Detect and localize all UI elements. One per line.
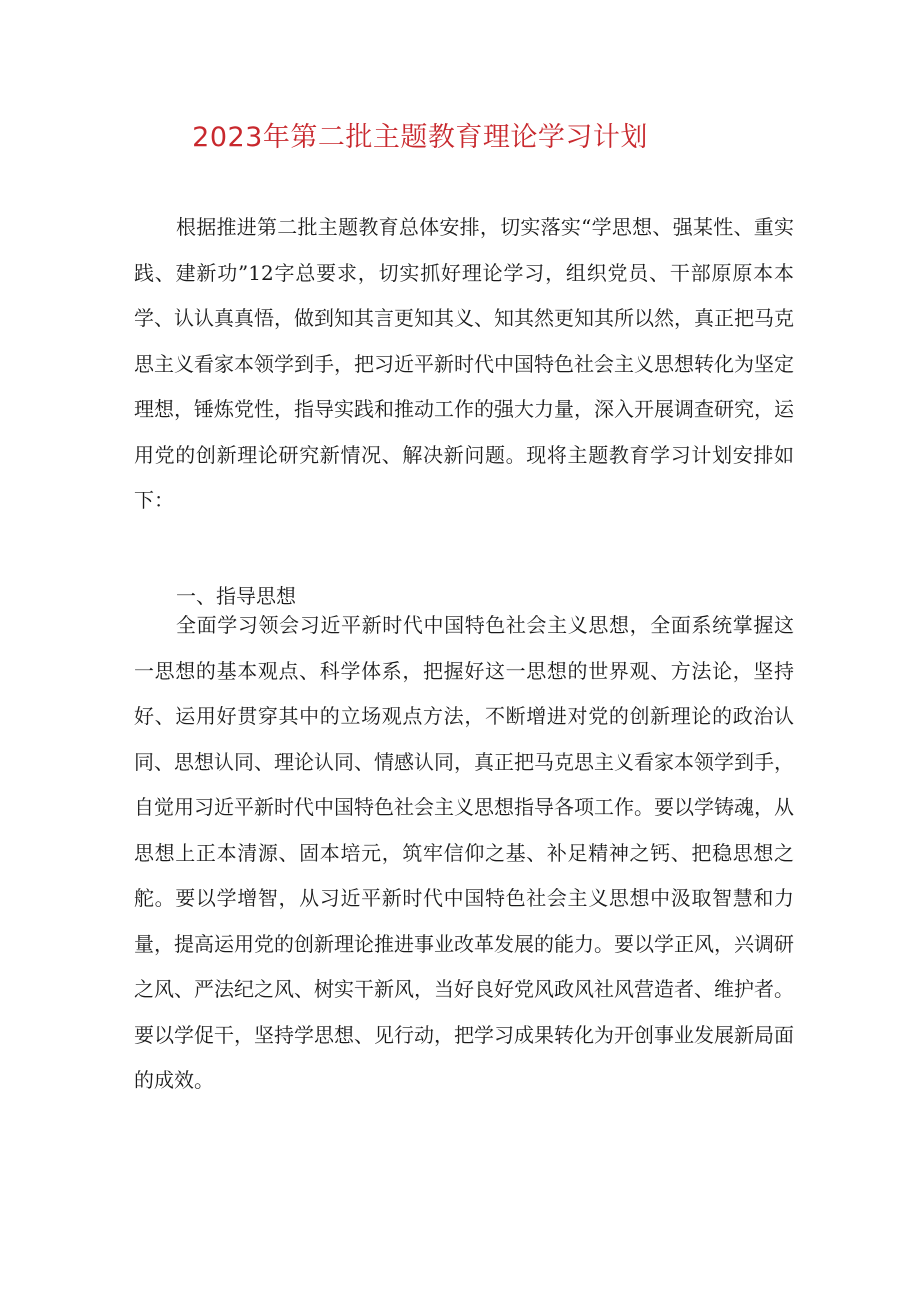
intro-paragraph: 根据推进第二批主题教育总体安排，切实落实“学思想、强某性、重实践、建新功”12字总要求，切实抓好理论学习，组织党员、干部原原本本学、认认真真悟，做到知其言更知其义、知其然更知其所以然，真正把马克思主义看家本领学到手，把习近平新时代中国特色社会主义思想转化为坚定理想，锤炼党性，指导实践和推动工作的强大力量，深入开展调查研究，运用党的创新理论研究新情况、解决新问题。现将主题教育学习计划安排如下： bbox=[134, 215, 794, 512]
section-heading-guiding-ideology: 一、指导思想 bbox=[176, 584, 296, 608]
document-title: 2023年第二批主题教育理论学习计划 bbox=[192, 122, 648, 153]
section-body-guiding-ideology: 全面学习领会习近平新时代中国特色社会主义思想，全面系统掌握这一思想的基本观点、科学体系，把握好这一思想的世界观、方法论，坚持好、运用好贯穿其中的立场观点方法，不断增进对党的创新理论的政治认同、思想认同、理论认同、情感认同，真正把马克思主义看家本领学到手，自觉用习近平新时代中国特色社会主义思想指导各项工作。要以学铸魂，从思想上正本清源、固本培元，筑牢信仰之基、补足精神之钙、把稳思想之舵。要以学增智，从习近平新时代中国特色社会主义思想中汲取智慧和力量，提高运用党的创新理论推进事业改革发展的能力。要以学正风，兴调研之风、严法纪之风、树实干新风，当好良好党风政风社风营造者、维护者。要以学促干，坚持学思想、见行动，把学习成果转化为开创事业发展新局面的成效。 bbox=[134, 613, 794, 1092]
